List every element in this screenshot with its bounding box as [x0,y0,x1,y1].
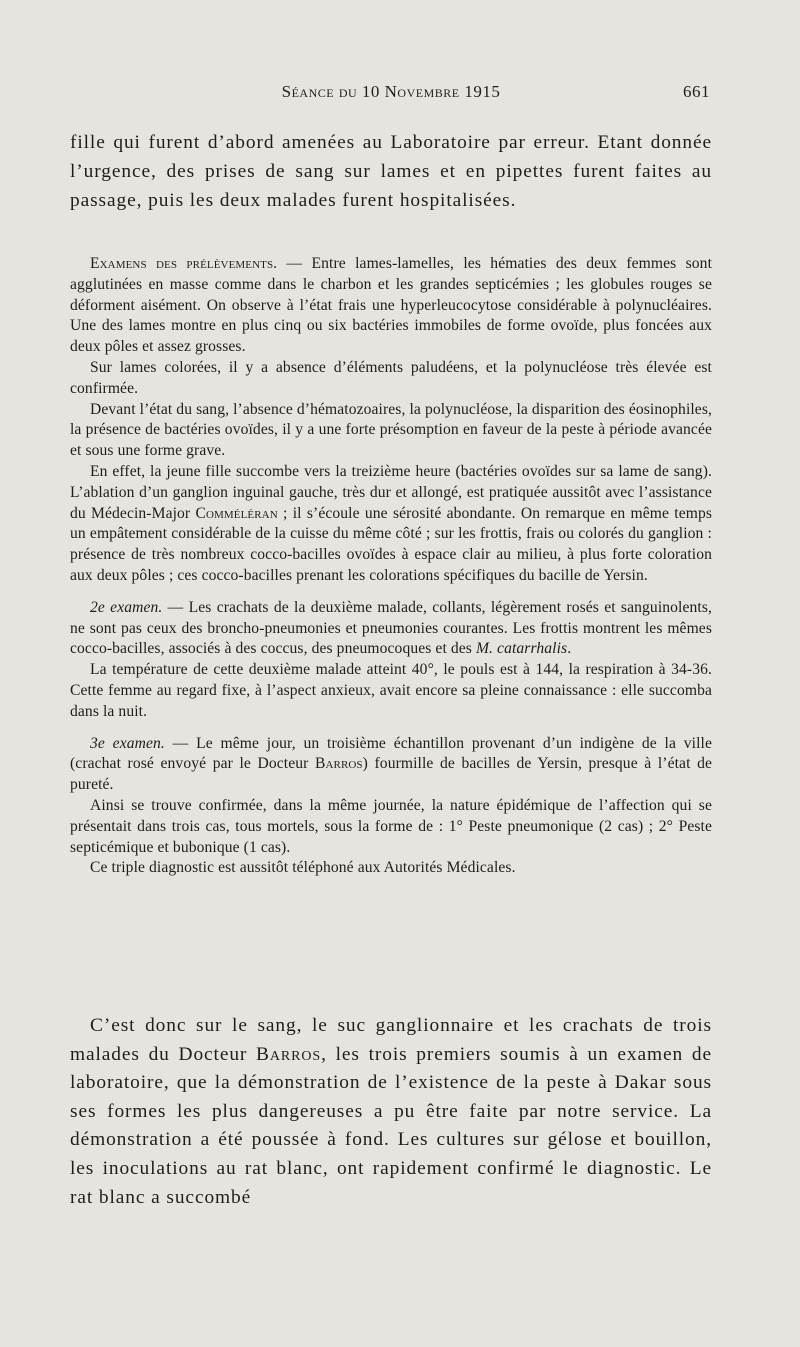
examens-p4-a: En effet, la jeune fille succombe vers la treizième heure (bactéries ovoïdes sur sa lame de sang). L’ablation d’un ganglion inguinal gauche, très dur et allongé, est pratiquée aussitôt avec l’assistance du Médecin-Major [70,462,712,522]
examens-paragraph-1 [70,254,712,358]
closing-name: Barros [256,1043,322,1065]
intro-paragraph [70,128,712,215]
examinations-section [70,254,712,879]
page-number: 661 [683,82,710,101]
page-header [72,82,710,108]
closing-text-b: , les trois premiers soumis à un examen de laboratoire, que la démonstration de l’existence de la peste à Dakar sous ses formes les plus dangereuses a pu être faite par notre service. La démonstration a été poussée à fond. Les cultures sur gélose et bouillon, les inoculations au rat blanc, ont rapidement confirmé le diagnostic. Le rat blanc a succombé [70,1043,712,1208]
examen3-text-b: ) fourmille de bacilles de Yersin, presque à l’état de pureté. [70,755,712,794]
examen2-text-a: — Les crachats de la deuxième malade, collants, légèrement rosés et sanguinolents, ne sont pas ceux des broncho-pneumonies et pneumonies courantes. Les frottis montrent les mêmes cocco-bacilles, associés à des coccus, des pneumocoques et des [70,598,712,658]
examen2-label: 2e examen. [90,598,163,616]
running-title: Séance du 10 Novembre 1915 [281,82,501,101]
examens-paragraph-2: Sur lames colorées, il y a absence d’éléments paludéens, et la polynucléose très élevée est confirmée. [70,358,712,397]
intro-text: fille qui furent d’abord amenées au Laboratoire par erreur. Etant donnée l’urgence, des prises de sang sur lames et en pipettes furent faites au passage, puis les deux malades furent hospitalisées. [70,132,712,211]
closing-paragraph [70,1012,712,1212]
examens-paragraph-4 [70,462,712,587]
closing-text [70,1012,712,1212]
examen3-name: Barros [314,755,363,773]
examen2-text-b: . [567,640,572,658]
examens-p1-text: — Entre lames-lamelles, les hématies des deux femmes sont agglutinées en masse comme dans le charbon et les grandes septicémies ; les globules rouges se déforment aisément. On observe à l’état frais une hyperleucocytose considérable à polynucléaires. Une des lames montre en plus cinq ou six bactéries immobiles de forme ovoïde, plus foncées aux deux pôles et assez grosses. [70,255,712,356]
examens-paragraph-3: Devant l’état du sang, l’absence d’hématozoaires, la polynucléose, la disparition des éosinophiles, la présence de bactéries ovoïdes, il y a une forte présomption en faveur de la peste à période avancée et sous une forme grave. [70,400,712,460]
examens-p4-b: ; il s’écoule une sérosité abondante. On remarque en même temps un empâtement considérable de la cuisse du même côté ; sur les frottis, frais ou colorés du ganglion : présence de très nombreux cocco-bacilles ovoïdes à espace clair au milieu, à plus forte coloration aux deux pôles ; ces cocco-bacilles prenant les colorations spécifiques du bacille de Yersin. [70,504,713,584]
examens-heading: Examens des prélèvements. [90,255,278,272]
examen3-paragraph-2: Ainsi se trouve confirmée, dans la même journée, la nature épidémique de l’affection qui se présentait dans trois cas, tous mortels, sous la forme de : 1° Peste pneumonique (2 cas) ; 2° Peste septicémique et bubonique (1 cas). [70,796,712,856]
examen2-species: M. catarrhalis [475,640,568,658]
examen3-paragraph-3: Ce triple diagnostic est aussitôt téléphoné aux Autorités Médicales. [90,859,516,877]
examens-p4-name: Comméléran [195,504,278,522]
examen2-paragraph-1 [70,598,712,660]
examen3-label: 3e examen. [90,734,165,752]
examen3-text-a: — Le même jour, un troisième échantillon provenant d’un indigène de la ville (crachat rosé envoyé par le Docteur [70,734,712,773]
examen3-paragraph-1 [70,734,712,796]
examen2-paragraph-2: La température de cette deuxième malade atteint 40°, le pouls est à 144, la respiration à 34-36. Cette femme au regard fixe, à l’aspect anxieux, avait encore sa pleine connaissance : elle succomba dans la nuit. [70,661,712,720]
closing-text-a: C’est donc sur le sang, le suc ganglionnaire et les crachats de trois malades du Docteur [70,1015,712,1065]
